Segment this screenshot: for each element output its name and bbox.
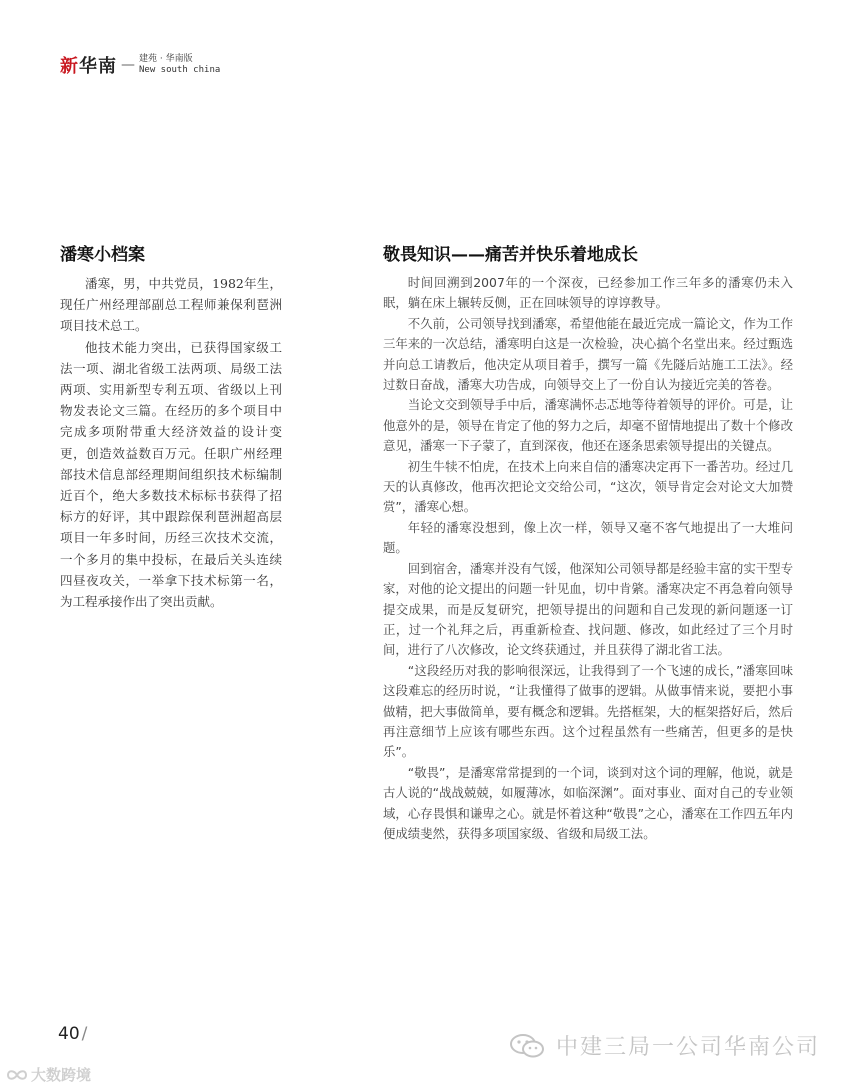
site-watermark-text: 大数跨境 (31, 1066, 92, 1084)
site-watermark (6, 1064, 91, 1085)
wechat-icon (508, 1033, 548, 1059)
logo-dash: — (121, 57, 135, 73)
article-paragraph: “这段经历对我的影响很深远，让我得到了一个飞速的成长，”潘寒回味这段难忘的经历时说，“让我懂得了做事的逻辑。从做事情来说，要把小事做精，把大事做简单，要有概念和逻辑。先搭框架，大的框架搭好后，然后再注意细节上应该有哪些东西。这个过程虽然有一些痛苦，但更多的是快乐”。 (383, 662, 793, 760)
profile-title: 潘寒小档案 (60, 245, 145, 265)
article (383, 240, 793, 844)
account-name: 中建三局一公司华南公司 (555, 1035, 820, 1060)
edition-cn: 建苑 · 华南版 (139, 54, 193, 64)
page-number: 40 / (58, 1024, 88, 1044)
article-paragraph: “敬畏”，是潘寒常常提到的一个词，谈到对这个词的理解，他说，就是古人说的“战战兢兢，如履薄冰，如临深渊”。面对事业、面对自己的专业领域，心存畏惧和谦卑之心。就是怀着这种“敬畏”之心，潘寒在工作四五年内便成绩斐然，获得多项国家级、省级和局级工法。 (383, 764, 793, 841)
article-paragraph: 年轻的潘寒没想到，像上次一样，领导又毫不客气地提出了一大堆问题。 (383, 519, 793, 556)
edition-label (139, 54, 220, 76)
article-paragraph: 不久前，公司领导找到潘寒，希望他能在最近完成一篇论文，作为工作三年来的一次总结，潘寒明白这是一次检验，决心搞个名堂出来。经过甄选并向总工请教后，他决定从项目着手，撰写一篇《先隧后站施工工法》。经过数日奋战，潘寒大功告成，向领导交上了一份自认为接近完美的答卷。 (383, 315, 793, 393)
magazine-header (60, 52, 220, 78)
brand-mark-icon (6, 1067, 28, 1083)
article-paragraph: 初生牛犊不怕虎，在技术上向来自信的潘寒决定再下一番苦功。经过几天的认真修改，他再次把论文交给公司，“这次，领导肯定会对论文大加赞赏”，潘寒心想。 (383, 458, 793, 515)
article-paragraph: 回到宿舍，潘寒并没有气馁，他深知公司领导都是经验丰富的实干型专家，对他的论文提出的问题一针见血，切中肯綮。潘寒决定不再急着向领导提交成果，而是反复研究，把领导提出的问题和自己发现的新问题逐一订正，过一个礼拜之后，再重新检查、找问题、修改，如此经过了三个月时间，进行了八次修改，论文终获通过，并且获得了湖北省工法。 (383, 560, 793, 658)
magazine-logo: 新华南 (60, 56, 117, 77)
profile-sidebar (60, 240, 282, 612)
edition-en: New south china (139, 65, 221, 75)
profile-paragraph: 潘寒，男，中共党员，1982年生，现任广州经理部副总工程师兼保利琶洲项目技术总工。 (60, 276, 282, 334)
wechat-account-watermark (508, 1030, 820, 1061)
article-paragraph: 当论文交到领导手中后，潘寒满怀忐忑地等待着领导的评价。可是，让他意外的是，领导在肯定了他的努力之后，却毫不留情地提出了数十个修改意见，潘寒一下子蒙了，直到深夜，他还在逐条思索领导提出的关键点。 (383, 397, 793, 454)
profile-paragraph: 他技术能力突出，已获得国家级工法一项、湖北省级工法两项、局级工法两项、实用新型专利五项、省级以上刊物发表论文三篇。在经历的多个项目中完成多项附带重大经济效益的设计变更，创造效益数百万元。任职广州经理部技术信息部经理期间组织技术标编制近百个，绝大多数技术标标书获得了招标方的好评，其中跟踪保利琶洲超高层项目一年多时间，历经三次技术交流，一个多月的集中投标，在最后关头连续四昼夜攻关，一举拿下技术标第一名，为工程承接作出了突出贡献。 (60, 339, 282, 610)
article-title: 敬畏知识——痛苦并快乐着地成长 (383, 245, 638, 265)
article-paragraph: 时间回溯到2007年的一个深夜，已经参加工作三年多的潘寒仍未入眠，躺在床上辗转反侧，正在回味领导的谆谆教导。 (383, 275, 793, 311)
